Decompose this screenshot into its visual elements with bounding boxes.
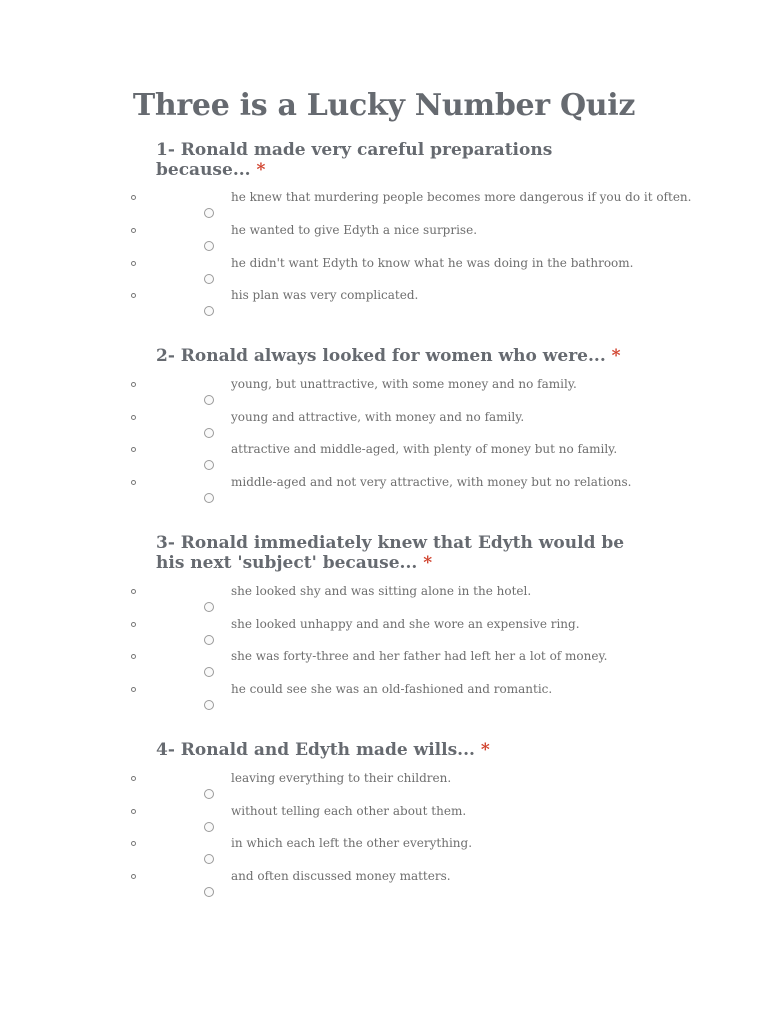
list-bullet-icon (131, 261, 136, 266)
radio-button[interactable] (204, 241, 214, 251)
page-title: Three is a Lucky Number Quiz (132, 88, 636, 123)
question-text: 4- Ronald and Edyth made wills... (156, 740, 475, 760)
radio-button[interactable] (204, 635, 214, 645)
radio-button[interactable] (204, 306, 214, 316)
list-bullet-icon (131, 480, 136, 485)
answer-label[interactable]: without telling each other about them. (231, 804, 467, 818)
question-text: 3- Ronald immediately knew that Edyth would be his next 'subject' because... (156, 533, 625, 573)
radio-button[interactable] (204, 667, 214, 677)
list-bullet-icon (131, 228, 136, 233)
answer-label[interactable]: middle-aged and not very attractive, with money but no relations. (231, 475, 632, 489)
required-star: * (480, 740, 490, 760)
answer-option (0, 586, 768, 616)
radio-button[interactable] (204, 789, 214, 799)
answer-option (0, 379, 768, 409)
radio-button[interactable] (204, 854, 214, 864)
radio-button[interactable] (204, 395, 214, 405)
answer-option (0, 444, 768, 474)
answer-option (0, 651, 768, 681)
list-bullet-icon (131, 776, 136, 781)
answer-option (0, 412, 768, 442)
answer-label[interactable]: in which each left the other everything. (231, 836, 473, 850)
answer-option (0, 225, 768, 255)
list-bullet-icon (131, 841, 136, 846)
required-star: * (256, 160, 266, 180)
list-bullet-icon (131, 622, 136, 627)
answer-option (0, 838, 768, 868)
list-bullet-icon (131, 687, 136, 692)
radio-button[interactable] (204, 602, 214, 612)
answer-option (0, 806, 768, 836)
answer-option (0, 258, 768, 288)
answer-option (0, 773, 768, 803)
answer-option (0, 477, 768, 507)
radio-button[interactable] (204, 274, 214, 284)
answer-label[interactable]: young, but unattractive, with some money and no family. (231, 377, 577, 391)
answer-option (0, 290, 768, 320)
answer-label[interactable]: he wanted to give Edyth a nice surprise. (231, 223, 478, 237)
answer-label[interactable]: his plan was very complicated. (231, 288, 419, 302)
list-bullet-icon (131, 382, 136, 387)
answer-label[interactable]: she looked shy and was sitting alone in the hotel. (231, 584, 532, 598)
radio-button[interactable] (204, 887, 214, 897)
answer-label[interactable]: young and attractive, with money and no family. (231, 410, 525, 424)
list-bullet-icon (131, 809, 136, 814)
answer-label[interactable]: he didn't want Edyth to know what he was doing in the bathroom. (231, 256, 634, 270)
question-heading (156, 740, 646, 760)
answer-option (0, 619, 768, 649)
list-bullet-icon (131, 447, 136, 452)
answer-option (0, 192, 768, 222)
radio-button[interactable] (204, 428, 214, 438)
list-bullet-icon (131, 195, 136, 200)
answer-label[interactable]: he could see she was an old-fashioned and romantic. (231, 682, 553, 696)
radio-button[interactable] (204, 822, 214, 832)
answer-label[interactable]: she looked unhappy and and she wore an expensive ring. (231, 617, 580, 631)
list-bullet-icon (131, 654, 136, 659)
question-heading (156, 346, 646, 366)
answer-label[interactable]: she was forty-three and her father had left her a lot of money. (231, 649, 608, 663)
radio-button[interactable] (204, 700, 214, 710)
question-text: 2- Ronald always looked for women who were... (156, 346, 606, 366)
required-star: * (423, 553, 433, 573)
answer-label[interactable]: attractive and middle-aged, with plenty of money but no family. (231, 442, 618, 456)
question-heading (156, 140, 646, 180)
list-bullet-icon (131, 874, 136, 879)
radio-button[interactable] (204, 208, 214, 218)
question-heading (156, 533, 646, 573)
answer-label[interactable]: and often discussed money matters. (231, 869, 451, 883)
answer-label[interactable]: he knew that murdering people becomes more dangerous if you do it often. (231, 190, 692, 204)
radio-button[interactable] (204, 460, 214, 470)
answer-label[interactable]: leaving everything to their children. (231, 771, 452, 785)
required-star: * (611, 346, 621, 366)
answer-option (0, 871, 768, 901)
list-bullet-icon (131, 415, 136, 420)
question-text: 1- Ronald made very careful preparations because... (156, 140, 553, 180)
list-bullet-icon (131, 293, 136, 298)
list-bullet-icon (131, 589, 136, 594)
radio-button[interactable] (204, 493, 214, 503)
answer-option (0, 684, 768, 714)
